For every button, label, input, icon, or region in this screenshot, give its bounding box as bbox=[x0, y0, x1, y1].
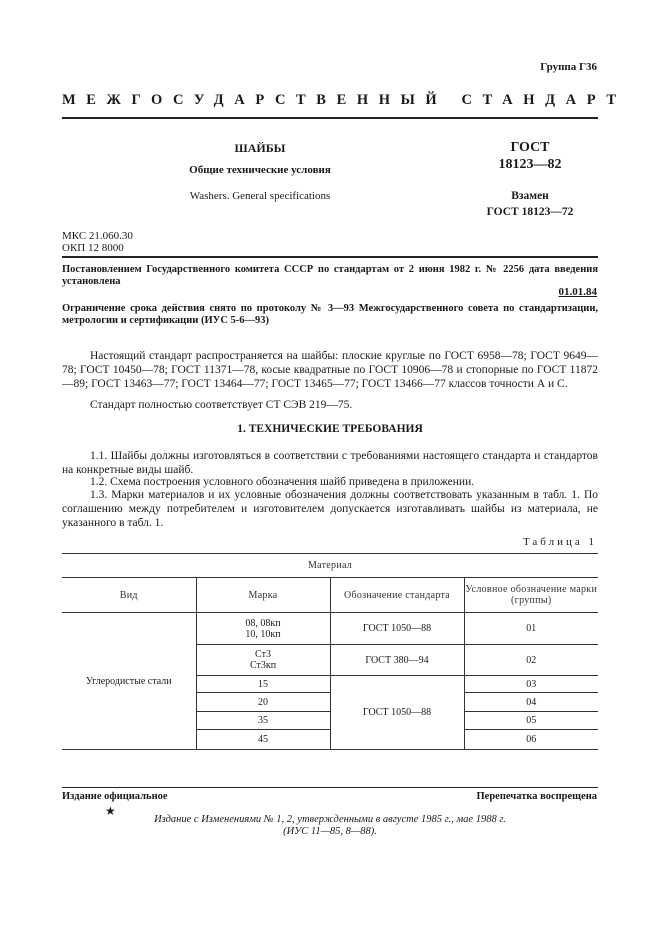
conformity-paragraph: Стандарт полностью соответствует СТ СЭВ 219—75. bbox=[90, 399, 353, 411]
interstate-standard-banner: МЕЖГОСУДАРСТВЕННЫЙ СТАНДАРТ bbox=[62, 92, 627, 108]
footer-rule bbox=[62, 787, 598, 788]
mark-cell: 20 bbox=[196, 693, 330, 712]
header-standard: Обозначение стандарта bbox=[330, 578, 464, 613]
header-rule bbox=[62, 117, 598, 119]
document-title: ШАЙБЫ bbox=[234, 141, 286, 155]
edition-line-1: Издание с Изменениями № 1, 2, утвержденными в августе 1985 г., мае 1988 г. bbox=[154, 814, 506, 825]
standard-cell: ГОСТ 1050—88 bbox=[330, 613, 464, 645]
table-group-header-row bbox=[62, 554, 598, 578]
header-kind: Вид bbox=[62, 578, 196, 613]
kind-cell: Углеродистые стали bbox=[62, 613, 196, 750]
replaces-label: Взамен bbox=[511, 190, 549, 202]
materials-table bbox=[62, 553, 598, 750]
limit-note: Ограничение срока действия снято по протоколу № 3—93 Межгосударственного совета по стандартизации, метрологии и сертификации (ИУС 5-6—93) bbox=[62, 303, 598, 326]
gost-label: ГОСТ bbox=[510, 140, 550, 155]
group-code: Группа Г36 bbox=[540, 61, 597, 73]
standard-cell: ГОСТ 1050—88 bbox=[330, 676, 464, 750]
code-cell: 02 bbox=[464, 645, 598, 676]
code-cell: 01 bbox=[464, 613, 598, 645]
code-cell: 03 bbox=[464, 676, 598, 693]
reprint-prohibited: Перепечатка воспрещена bbox=[476, 791, 597, 802]
classification-codes bbox=[62, 230, 133, 254]
introduction-date: 01.01.84 bbox=[558, 286, 597, 298]
official-edition: Издание официальное bbox=[62, 791, 168, 802]
star-icon: ★ bbox=[105, 804, 116, 818]
code-cell: 04 bbox=[464, 693, 598, 712]
table-header-row bbox=[62, 578, 598, 613]
mks-code: МКС 21.060.30 bbox=[62, 230, 133, 242]
mark-cell: 08, 08кп 10, 10кп bbox=[196, 613, 330, 645]
header-mark: Марка bbox=[196, 578, 330, 613]
section-heading: 1. ТЕХНИЧЕСКИЕ ТРЕБОВАНИЯ bbox=[237, 423, 423, 435]
decree-rule bbox=[62, 256, 598, 258]
scope-paragraph: Настоящий стандарт распространяется на шайбы: плоские круглые по ГОСТ 6958—78; ГОСТ 9649—78; ГОСТ 10450—78; ГОСТ 11371—78, косые квадратные по ГОСТ 10906—78 и стопорные по ГОСТ 11872—89; ГОСТ 13463—77; ГОСТ 13464—77; ГОСТ 13465—77; ГОСТ 13466—77 классов точности А и С. bbox=[62, 350, 598, 390]
english-title: Washers. General specifications bbox=[189, 190, 331, 202]
header-code: Условное обозначение марки (группы) bbox=[464, 578, 598, 613]
replaces-code: ГОСТ 18123—72 bbox=[486, 206, 574, 218]
table-label: Таблица 1 bbox=[522, 536, 597, 548]
mark-cell: Ст3 Ст3кп bbox=[196, 645, 330, 676]
edition-note bbox=[120, 814, 540, 838]
clause-1-2: 1.2. Схема построения условного обозначения шайб приведена в приложении. bbox=[90, 476, 475, 488]
gost-number-value: 18123—82 bbox=[498, 157, 562, 172]
clause-1-3: 1.3. Марки материалов и их условные обозначения должны соответствовать указанным в табл. 1. По соглашению между потребителем и изготовителем допускается изготавливать шайбы из материала, не указанного в табл. 1. bbox=[62, 489, 598, 529]
decree-text: Постановлением Государственного комитета СССР по стандартам от 2 июня 1982 г. № 2256 дата введения установлена bbox=[62, 264, 598, 287]
gost-number bbox=[470, 139, 590, 173]
edition-line-2: (ИУС 11—85, 8—88). bbox=[283, 826, 377, 837]
document-subtitle: Общие технические условия bbox=[189, 164, 331, 176]
code-cell: 05 bbox=[464, 712, 598, 730]
mark-cell: 35 bbox=[196, 712, 330, 730]
clause-1-1: 1.1. Шайбы должны изготовляться в соответствии с требованиями настоящего стандарта и стандартов на конкретные виды шайб. bbox=[62, 450, 598, 476]
okp-code: ОКП 12 8000 bbox=[62, 242, 124, 254]
group-header-materials: Материал bbox=[62, 554, 598, 578]
code-cell: 06 bbox=[464, 730, 598, 750]
mark-cell: 45 bbox=[196, 730, 330, 750]
mark-cell: 15 bbox=[196, 676, 330, 693]
table-row bbox=[62, 613, 598, 645]
standard-cell: ГОСТ 380—94 bbox=[330, 645, 464, 676]
replaces-block bbox=[470, 188, 590, 220]
